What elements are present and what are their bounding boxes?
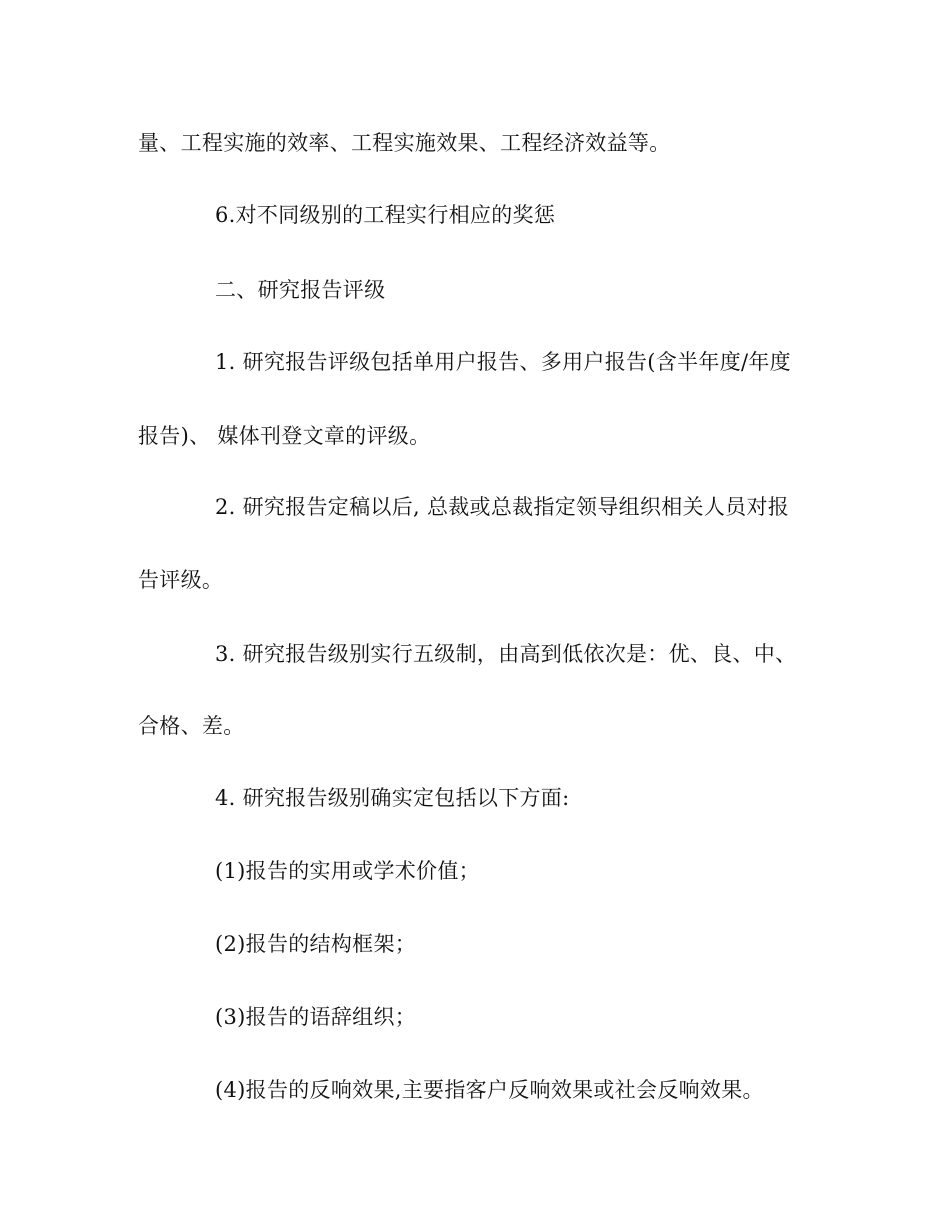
text-line-item-3-cont: 合格、差。 [138, 714, 245, 738]
text-line-item-2: 2. 研究报告定稿以后, 总裁或总裁指定领导组织相关人员对报 [215, 495, 790, 519]
list-item-4: (4)报告的反响效果,主要指客户反响效果或社会反响效果。 [215, 1078, 764, 1102]
list-item-1: (1)报告的实用或学术价值； [215, 859, 480, 883]
text-line-item-3: 3. 研究报告级别实行五级制，由高到低依次是：优、良、中、 [215, 642, 797, 666]
text-line-item-4: 4. 研究报告级别确实定包括以下方面: [215, 786, 570, 810]
section-heading-report-rating: 二、研究报告评级 [215, 278, 386, 302]
text-line-item-1: 1. 研究报告评级包括单用户报告、多用户报告(含半年度/年度 [215, 350, 791, 374]
text-line-item-1-cont: 报告)、 媒体刊登文章的评级。 [138, 424, 431, 448]
list-item-3: (3)报告的语辞组织； [215, 1005, 417, 1029]
text-line-item-2-cont: 告评级。 [138, 568, 224, 592]
text-line-continuation: 量、工程实施的效率、工程实施效果、工程经济效益等。 [138, 131, 671, 155]
list-item-2: (2)报告的结构框架； [215, 932, 417, 956]
text-line-item-6: 6.对不同级别的工程实行相应的奖惩 [215, 203, 556, 227]
